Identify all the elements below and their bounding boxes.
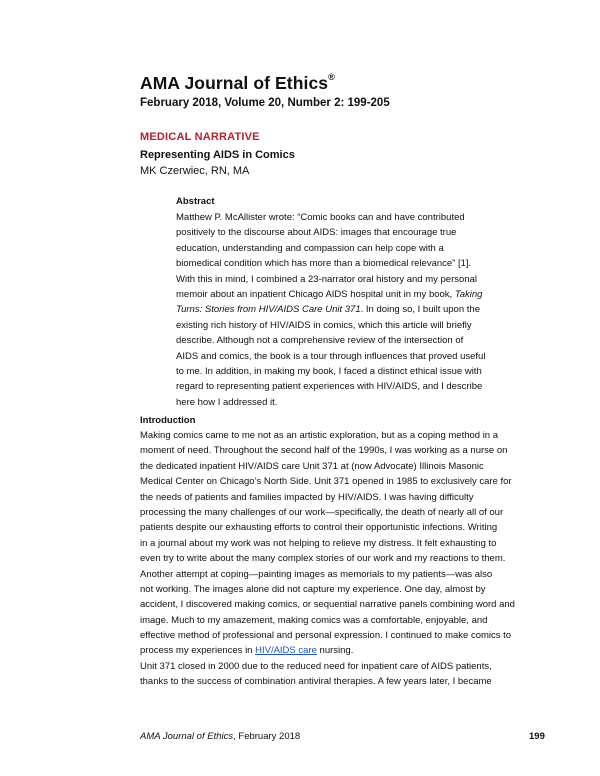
journal-title-text: AMA Journal of Ethics xyxy=(140,73,329,93)
body-line: patients despite our exhausting efforts to control their opportunistic infections. Writing xyxy=(140,522,498,534)
abstract-line: existing rich history of HIV/AIDS in comics, which this article will briefly xyxy=(176,319,472,331)
footer-date: , February 2018 xyxy=(233,731,301,742)
book-title-start: Taking xyxy=(454,288,483,300)
introduction-body xyxy=(140,428,560,659)
abstract-line-text: . In doing so, I built upon the xyxy=(360,304,480,316)
abstract-line: here how I addressed it. xyxy=(176,396,278,408)
body-line: thanks to the success of combination antiviral therapies. A few years later, I became xyxy=(140,676,492,688)
section-label: MEDICAL NARRATIVE xyxy=(140,131,260,143)
introduction-heading: Introduction xyxy=(140,415,196,426)
body-line: effective method of professional and personal expression. I continued to make comics to xyxy=(140,630,512,642)
footer-citation xyxy=(140,731,300,742)
journal-title xyxy=(140,73,335,94)
body-line: Unit 371 closed in 2000 due to the reduced need for inpatient care of AIDS patients, xyxy=(140,661,492,672)
body-line: processing the many challenges of our work—specifically, the death of nearly all of our xyxy=(140,506,504,518)
footer-journal-name: AMA Journal of Ethics xyxy=(140,731,234,742)
second-paragraph xyxy=(140,659,560,690)
book-title-rest: Turns: Stories from HIV/AIDS Care Unit 371 xyxy=(176,304,361,316)
abstract-line: positively to the discourse about AIDS: images that encourage true xyxy=(176,227,457,239)
registered-mark: ® xyxy=(328,72,335,82)
issue-info: February 2018, Volume 20, Number 2: 199-205 xyxy=(140,97,390,109)
body-line: image. Much to my amazement, making comics was a comfortable, enjoyable, and xyxy=(140,614,488,626)
body-line: moment of need. Throughout the second half of the 1990s, I was working as a nurse on xyxy=(140,445,508,457)
body-line: in a journal about my work was not helping to relieve my distress. It felt exhausting to xyxy=(140,537,497,549)
page-number: 199 xyxy=(529,731,545,742)
author-line: MK Czerwiec, RN, MA xyxy=(140,165,250,177)
abstract-line: Matthew P. McAllister wrote: “Comic books can and have contributed xyxy=(176,212,465,223)
body-line: accident, I discovered making comics, or sequential narrative panels combining word and xyxy=(140,599,515,611)
body-line: not working. The images alone did not capture my experience. One day, almost by xyxy=(140,583,486,595)
body-line: the dedicated inpatient HIV/AIDS care Unit 371 at (now Advocate) Illinois Masonic xyxy=(140,460,484,472)
abstract-line: regard to representing patient experiences with HIV/AIDS, and I describe xyxy=(176,381,483,393)
abstract-line: to me. In addition, in making my book, I faced a distinct ethical issue with xyxy=(176,365,482,377)
body-line xyxy=(140,643,560,658)
abstract-heading: Abstract xyxy=(176,196,215,207)
abstract-line: With this in mind, I combined a 23-narrator oral history and my personal xyxy=(176,273,477,285)
abstract-line xyxy=(176,302,480,317)
body-line-text: process my experiences in xyxy=(140,645,256,657)
abstract-line: biomedical condition which has more than a biomedical relevance” [1]. xyxy=(176,258,472,270)
body-line: Another attempt at coping—painting images as memorials to my patients—was also xyxy=(140,568,493,580)
body-line-text: nursing. xyxy=(316,645,354,657)
body-line: even try to write about the many complex stories of our work and my reactions to them. xyxy=(140,553,506,565)
hiv-aids-care-link[interactable]: HIV/AIDS care xyxy=(255,645,317,657)
abstract-line: describe. Although not a comprehensive review of the intersection of xyxy=(176,335,464,347)
article-title: Representing AIDS in Comics xyxy=(140,149,295,161)
abstract-line: AIDS and comics, the book is a tour through influences that proved useful xyxy=(176,350,486,362)
body-line: Medical Center on Chicago’s North Side. Unit 371 opened in 1985 to exclusively care for xyxy=(140,476,512,488)
abstract-line xyxy=(176,287,483,302)
abstract-line: education, understanding and compassion can help cope with a xyxy=(176,242,444,254)
abstract-line-text: memoir about an inpatient Chicago AIDS hospital unit in my book, xyxy=(176,288,455,300)
body-line: Making comics came to me not as an artistic exploration, but as a coping method in a xyxy=(140,430,499,441)
body-line: the needs of patients and families impacted by HIV/AIDS. I was having difficulty xyxy=(140,491,474,503)
abstract-body xyxy=(176,210,486,410)
